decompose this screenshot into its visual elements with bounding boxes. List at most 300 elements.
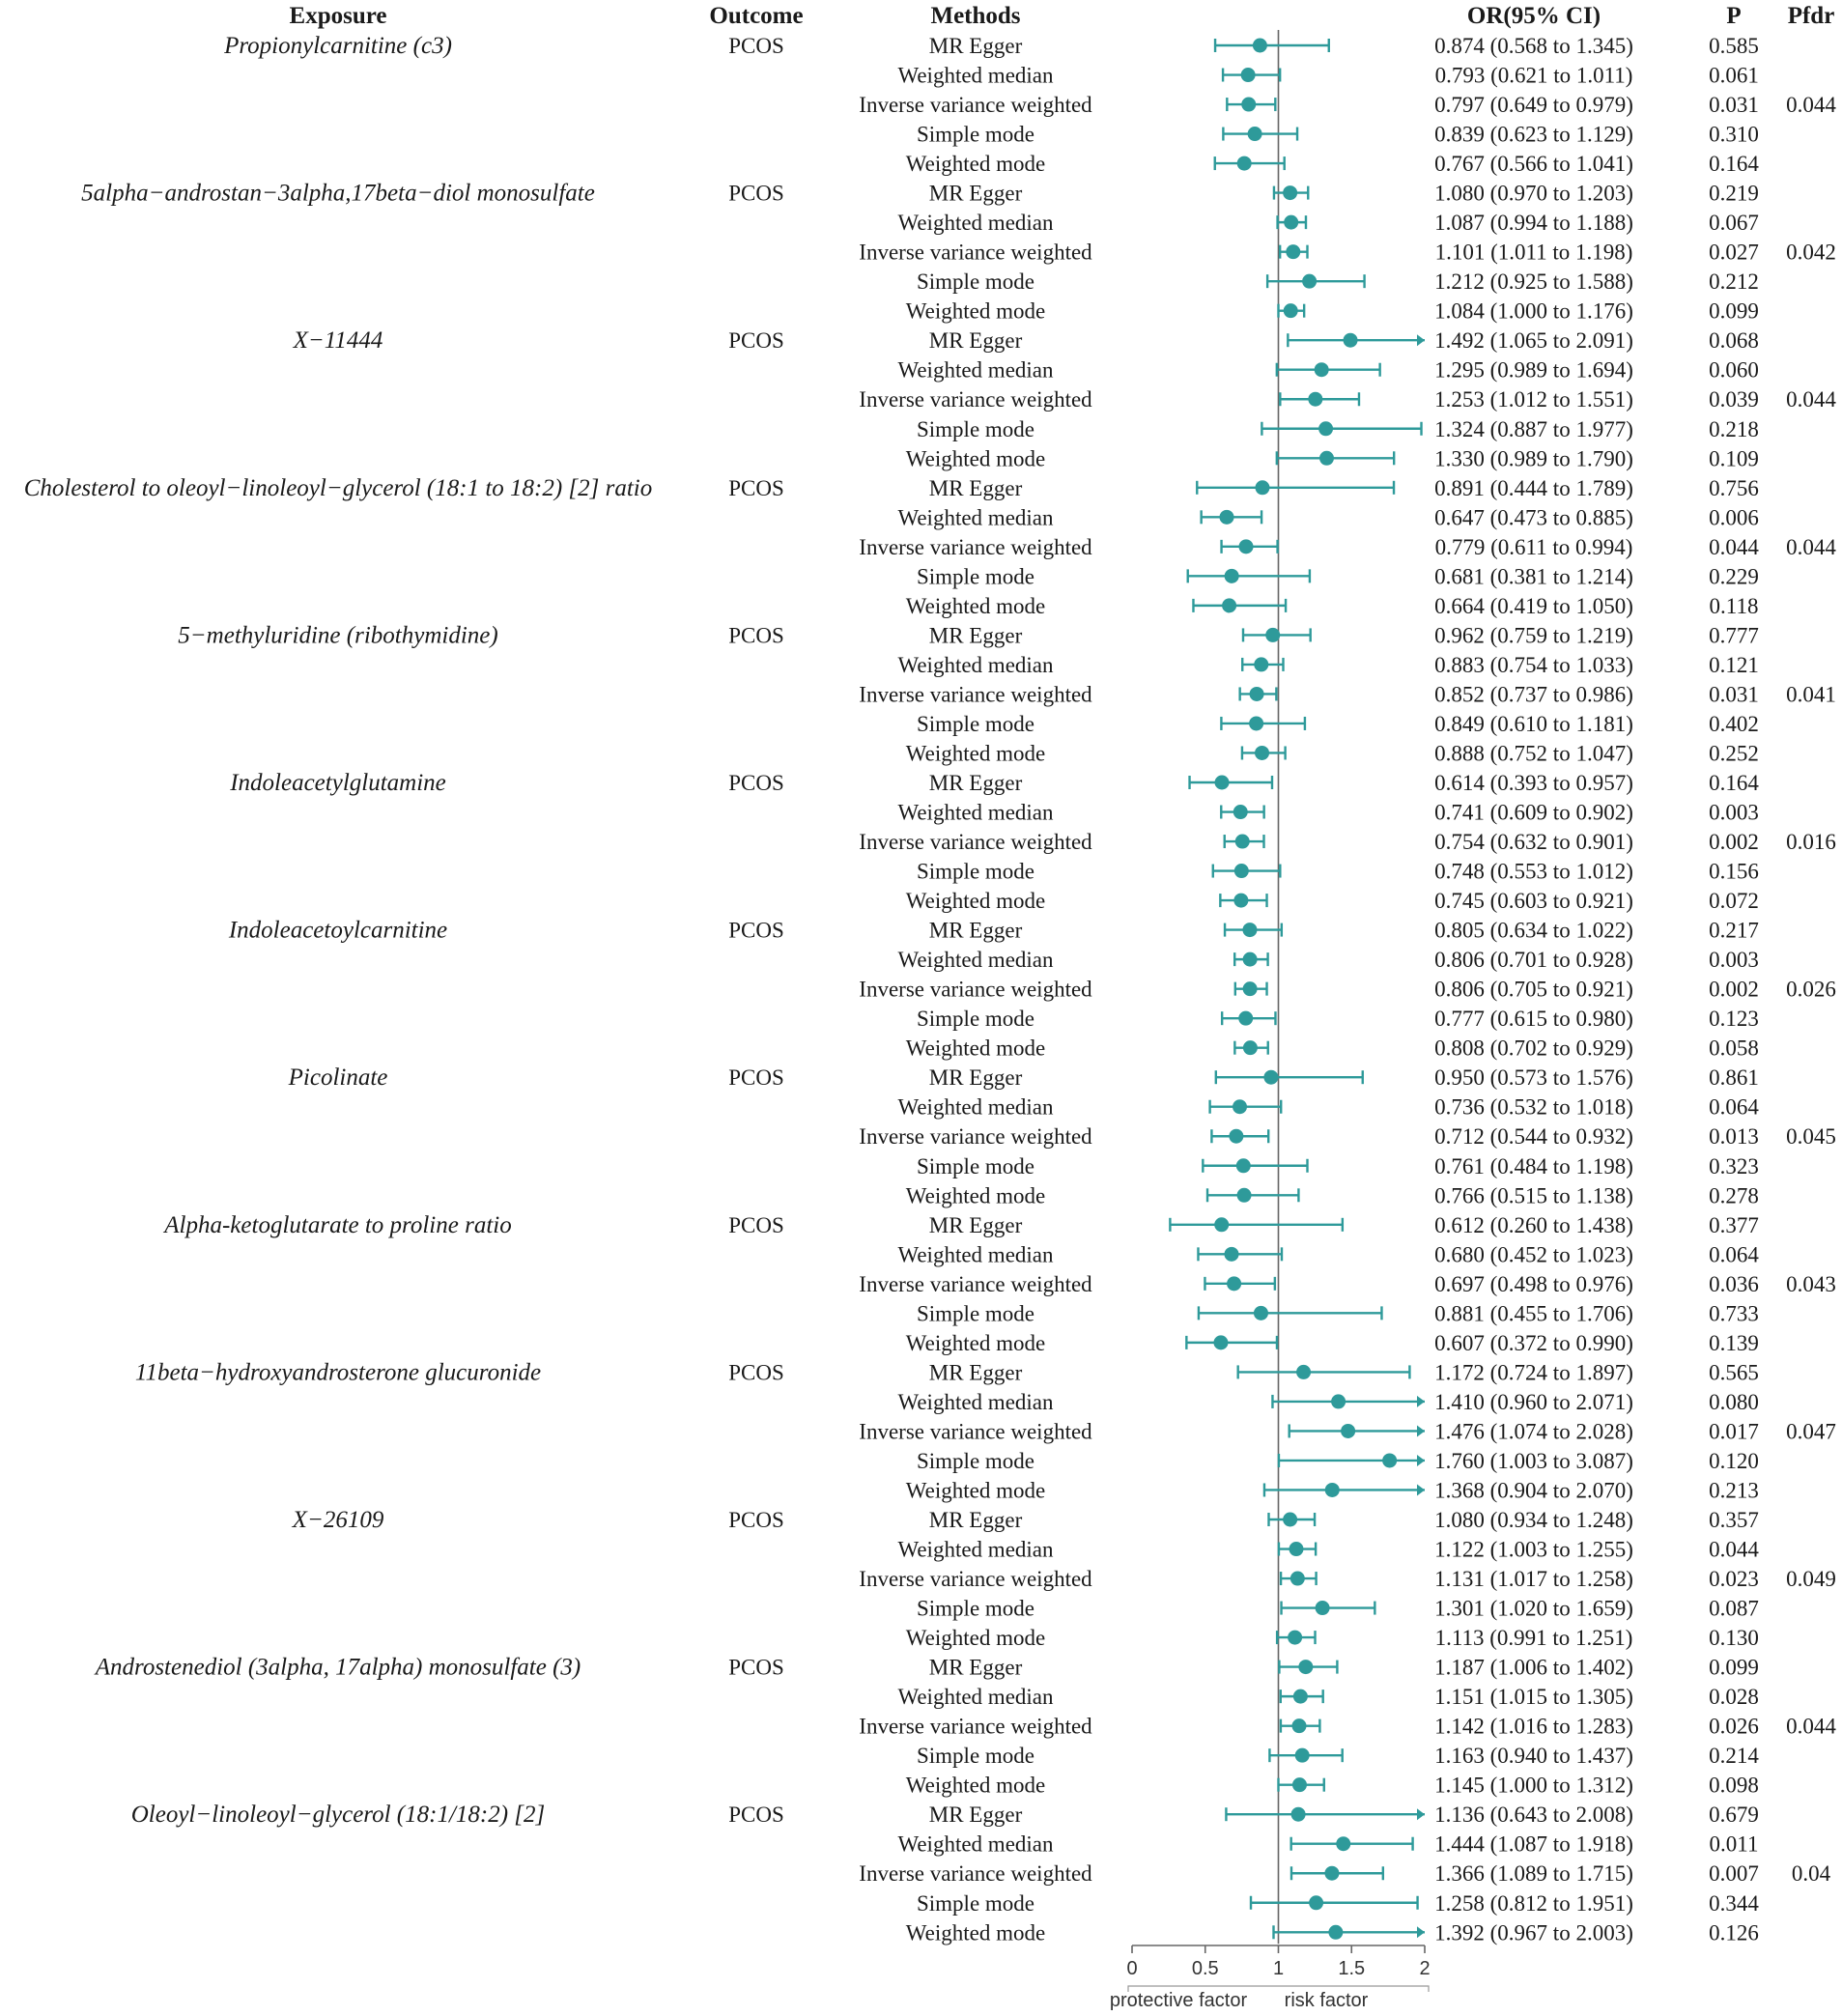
exposure-label: X−11444 [293, 327, 383, 355]
p-value: 0.213 [1709, 1478, 1759, 1503]
p-value: 0.002 [1709, 830, 1759, 855]
point-estimate [1291, 1807, 1306, 1822]
method-label: Weighted mode [905, 1773, 1046, 1798]
point-estimate [1213, 1335, 1228, 1349]
p-value: 0.028 [1709, 1685, 1759, 1710]
or-ci-label: 1.080 (0.970 to 1.203) [1434, 181, 1633, 206]
pfdr-value: 0.016 [1786, 830, 1836, 855]
method-label: Weighted mode [905, 1330, 1046, 1355]
method-label: Simple mode [916, 1007, 1035, 1032]
exposure-label: 5alpha−androstan−3alpha,17beta−diol monosulfate [81, 180, 595, 207]
method-label: Simple mode [916, 1596, 1035, 1621]
exposure-label: Propionylcarnitine (c3) [224, 33, 452, 59]
or-ci-label: 1.410 (0.960 to 2.071) [1434, 1389, 1633, 1414]
point-estimate [1233, 1099, 1247, 1114]
p-value: 0.733 [1709, 1301, 1759, 1326]
point-estimate [1255, 746, 1269, 760]
x-tick-label: 2 [1419, 1958, 1431, 1979]
p-value: 0.310 [1709, 122, 1759, 147]
method-label: Inverse variance weighted [859, 387, 1092, 412]
point-estimate [1227, 1276, 1241, 1291]
method-label: MR Egger [928, 1065, 1023, 1091]
or-ci-label: 0.680 (0.452 to 1.023) [1434, 1242, 1633, 1267]
method-label: Simple mode [916, 1448, 1035, 1473]
point-estimate [1243, 981, 1258, 996]
point-estimate [1283, 1513, 1297, 1527]
method-label: Weighted mode [905, 1626, 1046, 1651]
p-value: 0.344 [1709, 1890, 1759, 1916]
method-label: Simple mode [916, 1153, 1035, 1178]
or-ci-label: 1.084 (1.000 to 1.176) [1434, 298, 1633, 324]
p-value: 0.072 [1709, 889, 1759, 914]
point-estimate [1233, 805, 1248, 819]
method-label: Inverse variance weighted [859, 1419, 1092, 1444]
method-label: Simple mode [916, 270, 1035, 295]
method-label: Inverse variance weighted [859, 977, 1092, 1002]
or-ci-label: 1.163 (0.940 to 1.437) [1434, 1744, 1633, 1769]
p-value: 0.229 [1709, 564, 1759, 589]
p-value: 0.099 [1709, 298, 1759, 324]
point-estimate [1296, 1365, 1311, 1379]
point-estimate [1292, 1777, 1307, 1792]
p-value: 0.164 [1709, 771, 1759, 795]
or-ci-label: 1.212 (0.925 to 1.588) [1434, 270, 1633, 295]
p-value: 0.058 [1709, 1036, 1759, 1061]
or-ci-label: 0.712 (0.544 to 0.932) [1434, 1124, 1633, 1150]
point-estimate [1233, 894, 1248, 908]
or-ci-label: 0.697 (0.498 to 0.976) [1434, 1271, 1633, 1296]
or-ci-label: 0.806 (0.701 to 0.928) [1434, 948, 1633, 973]
or-ci-label: 0.849 (0.610 to 1.181) [1434, 711, 1633, 736]
or-ci-label: 1.492 (1.065 to 2.091) [1434, 328, 1633, 354]
method-label: Weighted mode [905, 1036, 1046, 1061]
or-ci-label: 0.745 (0.603 to 0.921) [1434, 889, 1633, 914]
or-ci-label: 1.172 (0.724 to 1.897) [1434, 1360, 1633, 1385]
point-estimate [1225, 569, 1239, 583]
or-ci-label: 0.883 (0.754 to 1.033) [1434, 652, 1633, 677]
method-label: Weighted median [897, 357, 1054, 383]
point-estimate [1214, 1217, 1229, 1232]
exposure-label: Picolinate [288, 1065, 388, 1092]
method-label: Weighted median [897, 1537, 1054, 1562]
p-value: 0.023 [1709, 1567, 1759, 1592]
outcome-label: PCOS [728, 475, 784, 500]
point-estimate [1324, 1866, 1339, 1881]
point-estimate [1254, 1306, 1268, 1320]
method-label: Weighted mode [905, 298, 1046, 324]
method-label: Inverse variance weighted [859, 534, 1092, 559]
or-ci-label: 0.797 (0.649 to 0.979) [1434, 93, 1633, 118]
point-estimate [1283, 185, 1297, 200]
or-ci-label: 0.766 (0.515 to 1.138) [1434, 1183, 1633, 1208]
method-label: Weighted median [897, 652, 1054, 677]
point-estimate [1255, 480, 1269, 495]
method-label: Inverse variance weighted [859, 1861, 1092, 1887]
x-axis [1110, 1945, 1431, 2011]
p-value: 0.121 [1709, 652, 1759, 677]
pfdr-value: 0.044 [1786, 93, 1836, 118]
method-label: MR Egger [928, 918, 1023, 943]
point-estimate [1284, 303, 1298, 318]
or-ci-label: 0.777 (0.615 to 0.980) [1434, 1007, 1633, 1032]
pfdr-value: 0.045 [1786, 1124, 1836, 1150]
p-value: 0.402 [1709, 711, 1759, 736]
p-value: 0.044 [1709, 534, 1759, 559]
or-ci-label: 1.324 (0.887 to 1.977) [1434, 416, 1633, 441]
pfdr-value: 0.041 [1786, 682, 1836, 707]
or-ci-label: 1.330 (0.989 to 1.790) [1434, 446, 1633, 471]
pfdr-value: 0.04 [1791, 1861, 1831, 1887]
point-estimate [1215, 776, 1230, 790]
method-label: Inverse variance weighted [859, 1714, 1092, 1739]
exposure-label: Androstenediol (3alpha, 17alpha) monosulfate (3) [95, 1654, 581, 1681]
pfdr-value: 0.043 [1786, 1271, 1836, 1296]
or-ci-label: 0.808 (0.702 to 0.929) [1434, 1036, 1633, 1061]
p-value: 0.031 [1709, 682, 1759, 707]
point-estimate [1328, 1925, 1343, 1940]
p-value: 0.011 [1709, 1831, 1759, 1857]
p-value: 0.139 [1709, 1330, 1759, 1355]
pfdr-value: 0.049 [1786, 1567, 1836, 1592]
p-value: 0.126 [1709, 1920, 1759, 1945]
point-estimate [1239, 539, 1254, 554]
point-estimate [1293, 1689, 1308, 1704]
p-value: 0.679 [1709, 1803, 1759, 1828]
p-value: 0.068 [1709, 328, 1759, 354]
method-label: Simple mode [916, 1301, 1035, 1326]
outcome-label: PCOS [728, 1655, 784, 1680]
method-label: MR Egger [928, 1803, 1023, 1828]
method-label: Inverse variance weighted [859, 240, 1092, 265]
or-ci-label: 1.368 (0.904 to 2.070) [1434, 1478, 1633, 1503]
point-estimate [1336, 1836, 1350, 1851]
or-ci-label: 0.736 (0.532 to 1.018) [1434, 1094, 1633, 1120]
risk-factor-label: risk factor [1284, 1990, 1369, 2011]
p-value: 0.756 [1709, 475, 1759, 500]
or-ci-label: 1.131 (1.017 to 1.258) [1434, 1567, 1633, 1592]
method-label: Weighted median [897, 63, 1054, 88]
or-ci-label: 0.852 (0.737 to 0.986) [1434, 682, 1633, 707]
exposure-label: 5−methyluridine (ribothymidine) [178, 622, 498, 649]
method-label: Weighted mode [905, 446, 1046, 471]
method-label: MR Egger [928, 1508, 1023, 1532]
p-value: 0.060 [1709, 357, 1759, 383]
p-value: 0.013 [1709, 1124, 1759, 1150]
or-ci-label: 0.647 (0.473 to 0.885) [1434, 505, 1633, 530]
or-ci-label: 1.392 (0.967 to 2.003) [1434, 1920, 1633, 1945]
p-value: 0.036 [1709, 1271, 1759, 1296]
or-ci-label: 1.301 (1.020 to 1.659) [1434, 1596, 1633, 1621]
or-ci-label: 1.187 (1.006 to 1.402) [1434, 1655, 1633, 1680]
pfdr-value: 0.047 [1786, 1419, 1836, 1444]
or-ci-label: 1.122 (1.003 to 1.255) [1434, 1537, 1633, 1562]
point-estimate [1248, 127, 1262, 141]
method-label: Weighted mode [905, 889, 1046, 914]
ci-arrow-high [1417, 1425, 1425, 1436]
p-value: 0.006 [1709, 505, 1759, 530]
point-estimate [1331, 1394, 1346, 1408]
outcome-label: PCOS [728, 1508, 784, 1532]
method-label: Weighted median [897, 1094, 1054, 1120]
or-ci-label: 0.614 (0.393 to 0.957) [1434, 771, 1633, 795]
exposure-label: 11beta−hydroxyandrosterone glucuronide [134, 1359, 542, 1386]
or-ci-label: 0.748 (0.553 to 1.012) [1434, 859, 1633, 884]
ci-arrow-high [1417, 1455, 1425, 1466]
p-value: 0.120 [1709, 1448, 1759, 1473]
p-value: 0.357 [1709, 1508, 1759, 1532]
p-value: 0.007 [1709, 1861, 1759, 1887]
outcome-label: PCOS [728, 1212, 784, 1237]
or-ci-label: 0.888 (0.752 to 1.047) [1434, 741, 1633, 766]
exposure-label: Oleoyl−linoleoyl−glycerol (18:1/18:2) [2] [130, 1802, 546, 1829]
protective-factor-label: protective factor [1109, 1990, 1248, 2011]
point-estimate [1265, 628, 1280, 642]
or-ci-label: 0.767 (0.566 to 1.041) [1434, 152, 1633, 177]
outcome-label: PCOS [728, 328, 784, 354]
header-or-ci: OR(95% CI) [1466, 3, 1601, 29]
point-estimate [1236, 1158, 1251, 1173]
method-label: Weighted mode [905, 152, 1046, 177]
method-label: Inverse variance weighted [859, 1124, 1092, 1150]
p-value: 0.212 [1709, 270, 1759, 295]
p-value: 0.027 [1709, 240, 1759, 265]
method-label: Weighted mode [905, 1183, 1046, 1208]
method-label: Simple mode [916, 1890, 1035, 1916]
or-ci-label: 1.258 (0.812 to 1.951) [1434, 1890, 1633, 1916]
ci-arrow-high [1417, 1808, 1425, 1820]
p-value: 0.218 [1709, 416, 1759, 441]
pfdr-value: 0.042 [1786, 240, 1836, 265]
point-estimate [1229, 1129, 1243, 1144]
or-ci-label: 0.806 (0.705 to 0.921) [1434, 977, 1633, 1002]
ci-arrow-high [1417, 1484, 1425, 1495]
method-label: Simple mode [916, 416, 1035, 441]
point-estimate [1243, 1040, 1258, 1055]
method-label: MR Egger [928, 1360, 1023, 1385]
header-outcome: Outcome [709, 3, 804, 29]
header-methods: Methods [930, 3, 1021, 29]
p-value: 0.123 [1709, 1007, 1759, 1032]
method-label: MR Egger [928, 34, 1023, 58]
or-ci-label: 1.444 (1.087 to 1.918) [1434, 1831, 1633, 1857]
p-value: 0.099 [1709, 1655, 1759, 1680]
p-value: 0.098 [1709, 1773, 1759, 1798]
ci-arrow-high [1417, 334, 1425, 346]
method-label: Weighted median [897, 211, 1054, 236]
point-estimate [1237, 156, 1252, 171]
p-value: 0.080 [1709, 1389, 1759, 1414]
method-label: Weighted mode [905, 1920, 1046, 1945]
point-estimate [1341, 1424, 1355, 1438]
or-ci-label: 1.136 (0.643 to 2.008) [1434, 1803, 1633, 1828]
p-value: 0.377 [1709, 1212, 1759, 1237]
point-estimate [1250, 687, 1264, 701]
p-value: 0.087 [1709, 1596, 1759, 1621]
or-ci-label: 1.101 (1.011 to 1.198) [1434, 240, 1633, 265]
method-label: MR Egger [928, 328, 1023, 354]
method-label: Weighted mode [905, 593, 1046, 618]
or-ci-label: 0.754 (0.632 to 0.901) [1434, 830, 1633, 855]
p-value: 0.061 [1709, 63, 1759, 88]
method-label: MR Egger [928, 475, 1023, 500]
point-estimate [1289, 1542, 1303, 1556]
or-ci-label: 1.151 (1.015 to 1.305) [1434, 1685, 1633, 1710]
point-estimate [1225, 1247, 1239, 1262]
or-ci-label: 1.080 (0.934 to 1.248) [1434, 1508, 1633, 1532]
pfdr-value: 0.044 [1786, 387, 1836, 412]
or-ci-label: 0.805 (0.634 to 1.022) [1434, 918, 1633, 943]
method-label: MR Egger [928, 1212, 1023, 1237]
point-estimate [1238, 1011, 1253, 1026]
method-label: Inverse variance weighted [859, 1271, 1092, 1296]
header-p: P [1726, 3, 1742, 29]
method-label: Simple mode [916, 122, 1035, 147]
point-estimate [1220, 510, 1234, 525]
method-label: MR Egger [928, 771, 1023, 795]
p-value: 0.323 [1709, 1153, 1759, 1178]
method-label: Simple mode [916, 711, 1035, 736]
point-estimate [1241, 98, 1256, 112]
point-estimate [1263, 1070, 1278, 1085]
outcome-label: PCOS [728, 181, 784, 206]
exposure-label: Indoleacetoylcarnitine [228, 917, 448, 944]
method-label: Simple mode [916, 1744, 1035, 1769]
ci-arrow-high [1417, 1396, 1425, 1407]
x-tick-label: 1.5 [1338, 1958, 1366, 1979]
p-value: 0.214 [1709, 1744, 1759, 1769]
point-estimate [1295, 1748, 1310, 1763]
p-value: 0.064 [1709, 1094, 1759, 1120]
p-value: 0.003 [1709, 800, 1759, 825]
p-value: 0.109 [1709, 446, 1759, 471]
point-estimate [1254, 657, 1268, 671]
point-estimate [1249, 716, 1263, 730]
point-estimate [1253, 39, 1267, 53]
or-ci-label: 0.761 (0.484 to 1.198) [1434, 1153, 1633, 1178]
exposure-label: Cholesterol to oleoyl−linoleoyl−glycerol (18:1 to 18:2) [2] ratio [23, 474, 653, 501]
p-value: 0.026 [1709, 1714, 1759, 1739]
p-value: 0.017 [1709, 1419, 1759, 1444]
or-ci-label: 1.295 (0.989 to 1.694) [1434, 357, 1633, 383]
point-estimate [1315, 362, 1329, 377]
header-row [290, 3, 1835, 29]
point-estimate [1290, 1572, 1305, 1586]
method-label: Weighted median [897, 1389, 1054, 1414]
ci-arrow-high [1417, 1926, 1425, 1938]
outcome-label: PCOS [728, 623, 784, 648]
point-estimate [1288, 1631, 1302, 1645]
point-estimate [1237, 1188, 1252, 1203]
x-tick-label: 0 [1126, 1958, 1138, 1979]
method-label: Simple mode [916, 859, 1035, 884]
header-pfdr: Pfdr [1787, 3, 1835, 29]
pfdr-value: 0.026 [1786, 977, 1836, 1002]
point-estimate [1344, 333, 1358, 348]
or-ci-label: 0.950 (0.573 to 1.576) [1434, 1065, 1633, 1091]
or-ci-label: 1.113 (0.991 to 1.251) [1434, 1626, 1633, 1651]
or-ci-label: 0.839 (0.623 to 1.129) [1434, 122, 1633, 147]
method-label: Weighted mode [905, 741, 1046, 766]
p-value: 0.252 [1709, 741, 1759, 766]
or-ci-label: 1.142 (1.016 to 1.283) [1434, 1714, 1633, 1739]
outcome-label: PCOS [728, 918, 784, 943]
method-label: Inverse variance weighted [859, 830, 1092, 855]
point-estimate [1319, 451, 1334, 466]
p-value: 0.565 [1709, 1360, 1759, 1385]
header-exposure: Exposure [289, 3, 387, 29]
exposure-label: Indoleacetylglutamine [230, 770, 446, 796]
point-estimate [1292, 1718, 1307, 1733]
p-value: 0.156 [1709, 859, 1759, 884]
method-label: Weighted median [897, 1242, 1054, 1267]
p-value: 0.130 [1709, 1626, 1759, 1651]
or-ci-label: 0.793 (0.621 to 1.011) [1434, 63, 1633, 88]
method-label: MR Egger [928, 623, 1023, 648]
method-label: Weighted median [897, 1685, 1054, 1710]
point-estimate [1241, 68, 1256, 82]
p-value: 0.031 [1709, 93, 1759, 118]
method-label: Weighted median [897, 505, 1054, 530]
p-value: 0.219 [1709, 181, 1759, 206]
p-value: 0.039 [1709, 387, 1759, 412]
or-ci-label: 0.612 (0.260 to 1.438) [1434, 1212, 1633, 1237]
or-ci-label: 0.874 (0.568 to 1.345) [1434, 34, 1633, 58]
or-ci-label: 1.476 (1.074 to 2.028) [1434, 1419, 1633, 1444]
method-label: Weighted median [897, 1831, 1054, 1857]
method-label: Inverse variance weighted [859, 682, 1092, 707]
outcome-label: PCOS [728, 1803, 784, 1828]
point-estimate [1308, 392, 1322, 407]
point-estimate [1302, 274, 1317, 289]
or-ci-label: 0.664 (0.419 to 1.050) [1434, 593, 1633, 618]
point-estimate [1382, 1453, 1397, 1467]
point-estimate [1222, 598, 1236, 612]
pfdr-value: 0.044 [1786, 534, 1836, 559]
point-estimate [1298, 1660, 1313, 1674]
p-value: 0.002 [1709, 977, 1759, 1002]
or-ci-label: 0.741 (0.609 to 0.902) [1434, 800, 1633, 825]
method-label: Simple mode [916, 564, 1035, 589]
method-label: MR Egger [928, 1655, 1023, 1680]
p-value: 0.164 [1709, 152, 1759, 177]
outcome-label: PCOS [728, 1065, 784, 1091]
p-value: 0.003 [1709, 948, 1759, 973]
p-value: 0.278 [1709, 1183, 1759, 1208]
point-estimate [1325, 1483, 1340, 1497]
outcome-label: PCOS [728, 34, 784, 58]
or-ci-label: 0.607 (0.372 to 0.990) [1434, 1330, 1633, 1355]
method-label: MR Egger [928, 181, 1023, 206]
pfdr-value: 0.044 [1786, 1714, 1836, 1739]
outcome-label: PCOS [728, 771, 784, 795]
or-ci-label: 1.760 (1.003 to 3.087) [1434, 1448, 1633, 1473]
exposure-label: X−26109 [292, 1507, 384, 1533]
or-ci-label: 0.881 (0.455 to 1.706) [1434, 1301, 1633, 1326]
p-value: 0.067 [1709, 211, 1759, 236]
p-value: 0.777 [1709, 623, 1759, 648]
x-tick-label: 0.5 [1191, 1958, 1219, 1979]
point-estimate [1284, 215, 1298, 230]
or-ci-label: 1.366 (1.089 to 1.715) [1434, 1861, 1633, 1887]
point-estimate [1318, 421, 1333, 436]
point-estimate [1286, 244, 1300, 259]
or-ci-label: 1.253 (1.012 to 1.551) [1434, 387, 1633, 412]
or-ci-label: 1.087 (0.994 to 1.188) [1434, 211, 1633, 236]
method-label: Weighted median [897, 800, 1054, 825]
point-estimate [1243, 952, 1258, 967]
method-label: Weighted mode [905, 1478, 1046, 1503]
point-estimate [1235, 835, 1250, 849]
